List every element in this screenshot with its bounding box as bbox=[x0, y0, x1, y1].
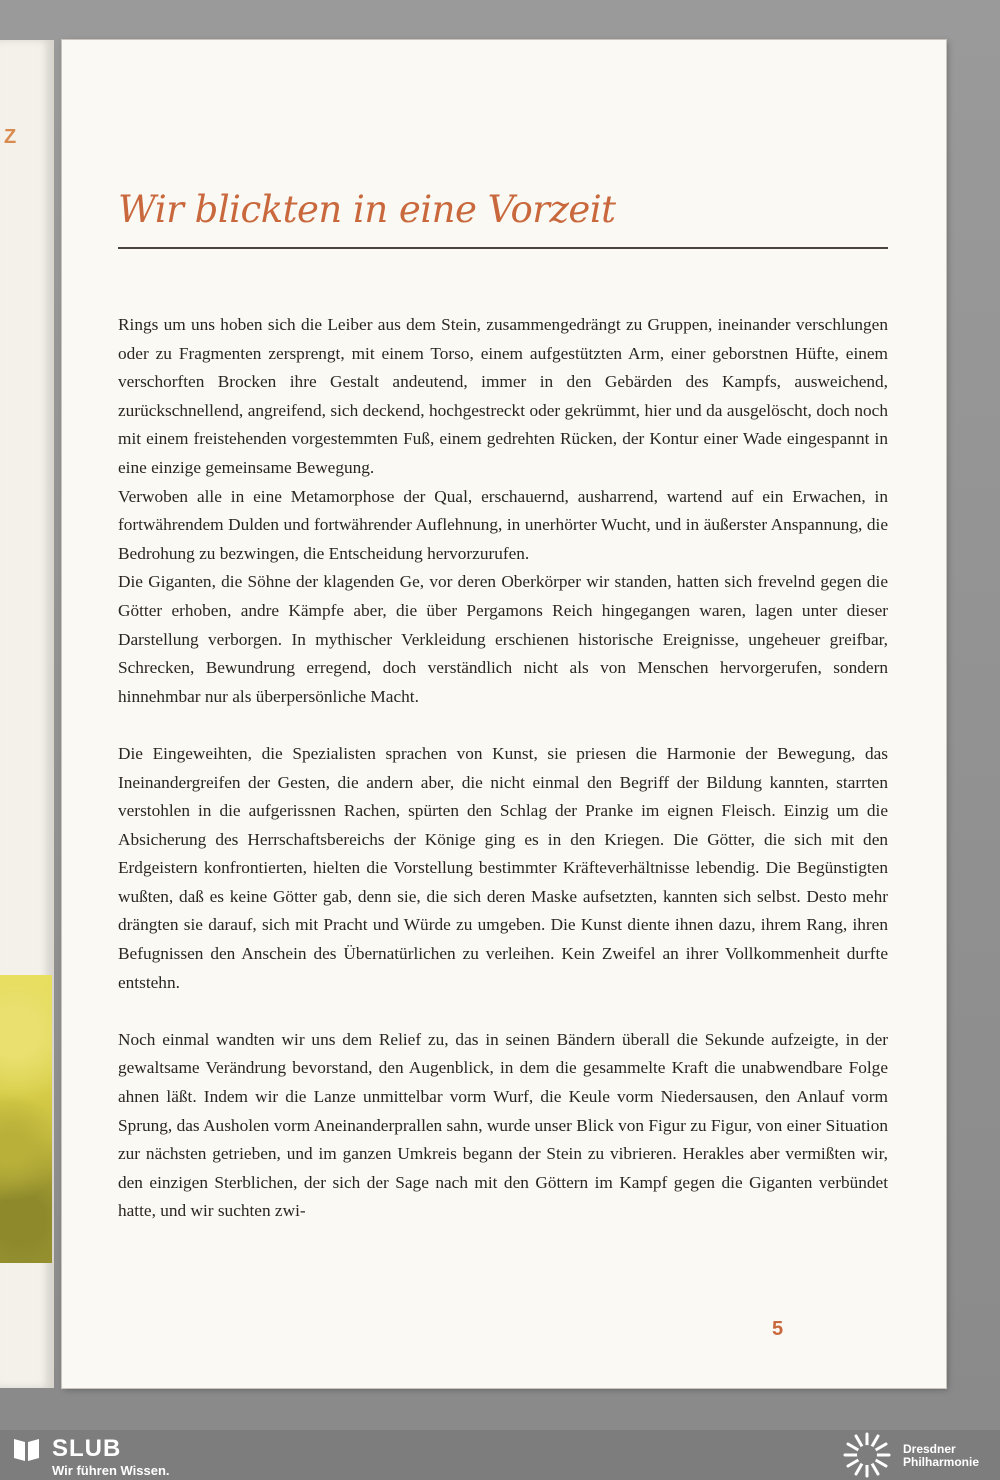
slub-book-icon bbox=[12, 1436, 42, 1462]
paragraph-3: Die Giganten, die Söhne der klagenden Ge, vor deren Oberkörper wir standen, hatten sich frevelnd gegen die Götter erhoben, andre Kämpfe aber, die über Pergamons Reich hingegangen waren, lagen unter dieser Darstellung verborgen. In mythischer Verkleidung erschienen historische Ereignisse, ungeheuer greifbar, Schrecken, Bewundrung erregend, doch verständlich nicht als von Menschen hervorgerufen, sondern hinnehmbar nur als überpersönliche Macht. bbox=[118, 572, 888, 706]
page-number: 5 bbox=[772, 1318, 784, 1340]
paragraph-1: Rings um uns hoben sich die Leiber aus dem Stein, zusammengedrängt zu Gruppen, ineinander verschlungen oder zu Fragmenten zersprengt, mit einem Torso, einem aufgestützten Arm, einer geborstnen Hüfte, einem verschorften Brocken ihre Gestalt andeutend, immer in den Gebärden des Kampfs, ausweichend, zurückschnellend, angreifend, sich deckend, hochgestreckt oder gekrümmt, hier und da ausgelöscht, doch noch mit einem freistehenden vorgestemmten Fuß, einem gedrehten Rücken, der Kontur einer Wade eingespannt in eine einzige gemeinsame Bewegung. bbox=[118, 315, 888, 477]
document-page bbox=[62, 40, 946, 1388]
chapter-title: Wir blickten in eine Vorzeit bbox=[118, 188, 616, 231]
library-slogan: Wir führen Wissen. bbox=[52, 1463, 170, 1478]
footer-bar bbox=[0, 1430, 1000, 1480]
partner-name[interactable] bbox=[903, 1443, 979, 1469]
philharmonie-sunburst-icon bbox=[842, 1432, 892, 1478]
library-name[interactable]: SLUB bbox=[52, 1435, 122, 1462]
title-divider bbox=[118, 247, 888, 249]
paragraph-5: Noch einmal wandten wir uns dem Relief zu, das in seinen Bändern überall die Sekunde aufzeigte, in der gewaltsame Verändrung bevorstand, den Augenblick, in dem die gesammelte Kraft die unabwendbare Folge ahnen läßt. Indem wir die Lanze unmittelbar vorm Wurf, die Keule vorm Niedersausen, den Anlauf vorm Sprung, das Ausholen vorm Aneinanderprallen sahn, wurde unser Blick von Figur zu Figur, von einer Situation zur nächsten getrieben, und im ganzen Umkreis begann der Stein zu vibrieren. Herakles aber vermißten wir, den einzigen Sterblichen, der sich der Sage nach mit den Göttern im Kampf gegen die Giganten verbündet hatte, und wir suchten zwi- bbox=[118, 1029, 888, 1221]
partner-name-line1: Dresdner bbox=[903, 1442, 956, 1456]
previous-page-photo bbox=[0, 975, 52, 1263]
body-text bbox=[118, 311, 888, 1226]
paragraph-4: Die Eingeweihten, die Spezialisten sprachen von Kunst, sie priesen die Harmonie der Bewegung, das Ineinandergreifen der Gesten, die andern aber, die nicht einmal den Begriff der Bildung kannten, starrten verstohlen in die aufgerissnen Rachen, spürten den Schlag der Pranke im eignen Fleisch. Einzig um die Absicherung des Herrschaftsbereichs der Könige ging es in den Kriegen. Die Götter, die sich mit den Erdgeistern konfrontierten, hielten die Vorstellung bestimmter Kräfteverhältnisse lebendig. Die Begünstigten wußten, daß es keine Götter gab, denn sie, die sich deren Maske aufsetzten, kannten sich selbst. Desto mehr drängten sie darauf, sich mit Pracht und Würde zu umgeben. Die Kunst diente ihnen dazu, ihrem Rang, ihren Befugnissen den Anschein des Übernatürlichen zu verleihen. Kein Zweifel an ihrer Vollkommenheit durfte entstehn. bbox=[118, 743, 888, 992]
previous-page-edge bbox=[0, 40, 54, 1388]
partner-name-line2: Philharmonie bbox=[903, 1455, 980, 1469]
paragraph-2: Verwoben alle in eine Metamorphose der Qual, erschauernd, ausharrend, wartend auf ein Erwachen, in fortwährendem Dulden und fortwährender Auflehnung, in unerhörter Wucht, und in äußerster Anspannung, die Bedrohung zu bezwingen, die Entscheidung hervorzurufen. bbox=[118, 486, 888, 563]
previous-page-cut-text: Z bbox=[4, 126, 17, 148]
